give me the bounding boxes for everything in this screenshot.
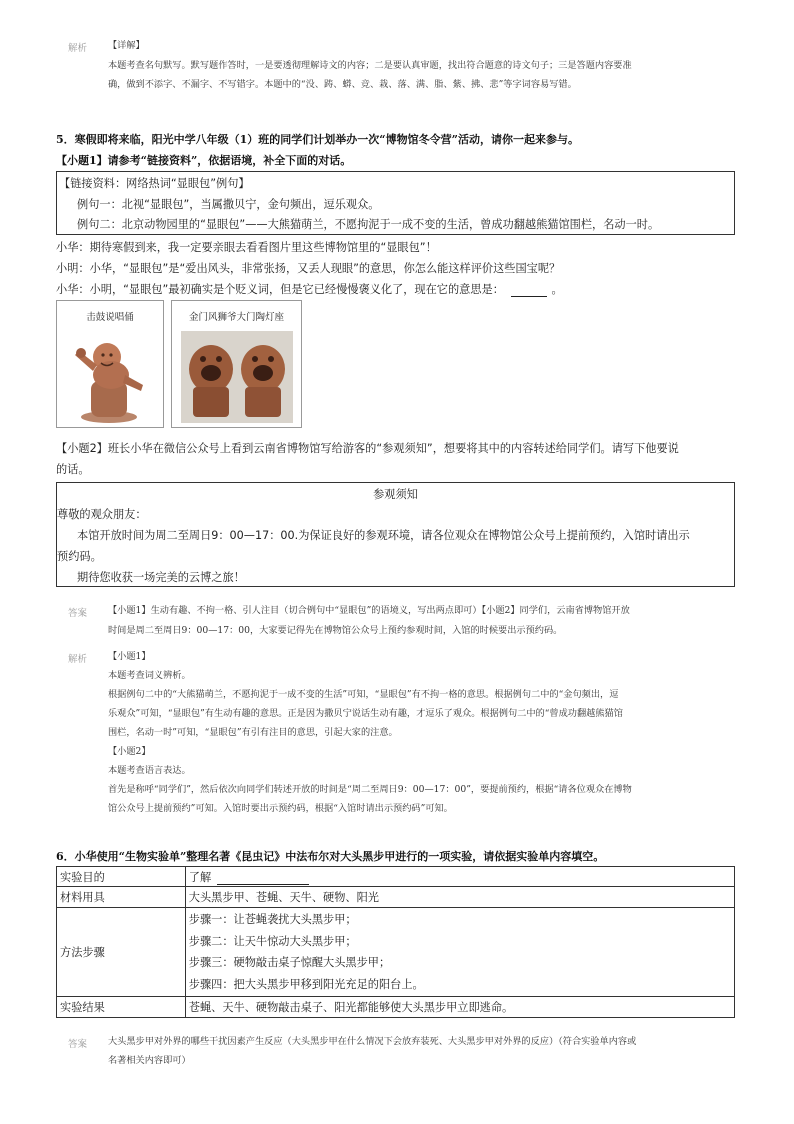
analysis-line: 馆公众号上提前预约”可知。入馆时要出示预约码，根据“入馆时请出示预约码”可知。	[108, 803, 453, 814]
analysis-line: 乐观众”可知，“显眼包”有生动有趣的意思。正是因为撒贝宁说话生动有趣，才逗乐了观众。根据例句二中的“曾成功翻越熊猫馆	[108, 708, 623, 719]
notice-greeting: 尊敬的观众朋友：	[57, 508, 147, 521]
purpose-prefix: 了解	[188, 870, 212, 884]
notice-title: 参观须知	[373, 488, 418, 501]
answer-line: 时间是周二至周日9：00—17：00，大家要记得先在博物馆公众号上预约参观时间，入馆的时候要出示预约码。	[108, 625, 563, 636]
link-material-box	[56, 171, 735, 235]
table-value-steps	[185, 908, 734, 997]
analysis-line: 【小题1】	[108, 651, 151, 662]
notice-body-cont: 预约码。	[57, 550, 102, 563]
sub-question-2-title: 【小题2】班长小华在微信公众号上看到云南省博物馆写给游客的“参观须知”，想要将其中的内容转述给同学们。请写下他要说	[56, 442, 679, 455]
table-label-method: 方法步骤	[57, 908, 186, 997]
analysis-label: 解析	[68, 43, 88, 54]
answer-blank[interactable]	[511, 296, 547, 297]
step-item: 步骤四：把大头黑步甲移到阳光充足的阳台上。	[188, 977, 424, 991]
analysis-line: 本题考查词义辨析。	[108, 670, 191, 681]
step-item: 步骤一：让苍蝇袭扰大头黑步甲；	[188, 913, 357, 926]
answer-line: 大头黑步甲对外界的哪些干扰因素产生反应（大头黑步甲在什么情况下会放弃装死、大头黑步甲对外界的反应）（符合实验单内容或	[108, 1036, 637, 1047]
image-wind-lion-lamp-base	[171, 300, 302, 428]
example-sentence-1: 例句一：北视“显眼包”，当属撒贝宁，金句频出，逗乐观众。	[77, 198, 380, 211]
sub-question-2-title-cont: 的话。	[56, 463, 90, 476]
analysis-tag: 【详解】	[108, 40, 145, 51]
visitor-notice-box	[56, 482, 735, 587]
analysis-line: 本题考查名句默写。默写题作答时，一是要透彻理解诗文的内容；二是要认真审题，找出符合题意的诗文句子；三是答题内容要准	[108, 60, 632, 71]
notice-closing: 期待您收获一场完美的云博之旅！	[77, 571, 245, 584]
analysis-line: 【小题2】	[108, 746, 151, 757]
question-5-title: 5．寒假即将来临，阳光中学八年级（1）班的同学们计划举办一次“博物馆冬令营”活动，请你一起来参与。	[56, 133, 579, 146]
analysis-line: 确，做到不添字、不漏字、不写错字。本题中的“没、踌、蟒、竞、栽、落、满、脂、紫、拂、悲”等字词容易写错。	[108, 79, 577, 90]
answer-line: 【小题1】生动有趣、不拘一格、引人注目（切合例句中“显眼包”的语境义，写出两点即可）【小题2】同学们，云南省博物馆开放	[108, 605, 630, 616]
answer-label: 答案	[68, 608, 88, 619]
table-value-result: 苍蝇、天牛、硬物敲击桌子、阳光都能够使大头黑步甲立即逃命。	[185, 997, 734, 1018]
answer-label: 答案	[68, 1039, 88, 1050]
link-material-header: 【链接资料：网络热词“显眼包”例句】	[59, 177, 250, 190]
experiment-table	[56, 866, 735, 1018]
analysis-line: 围栏，名动一时”可知，“显眼包”有引有注目的意思，引起大家的注意。	[108, 727, 398, 738]
figurine-icon	[57, 325, 163, 425]
table-label-purpose: 实验目的	[57, 867, 186, 887]
notice-body: 本馆开放时间为周二至周日9：00—17：00.为保证良好的参观环境，请各位观众在博物馆公众号上提前预约，入馆时请出示	[77, 529, 690, 542]
dialog-end: 。	[551, 283, 563, 296]
analysis-line: 根据例句二中的“大熊猫萌兰，不愿拘泥于一成不变的生活”可知，“显眼包”有不拘一格的意思。根据例句二中的“金句频出，逗	[108, 689, 619, 700]
table-label-result: 实验结果	[57, 997, 186, 1018]
analysis-label: 解析	[68, 654, 88, 665]
step-item: 步骤三：硬物敲击桌子惊醒大头黑步甲；	[188, 956, 391, 969]
image-caption: 金门风狮爷大门陶灯座	[188, 312, 284, 323]
analysis-line: 本题考查语言表达。	[108, 765, 191, 776]
image-drum-storyteller-figurine	[56, 300, 164, 428]
dialog-line: 小明：小华，“显眼包”是“爱出风头，非常张扬，又丢人现眼”的意思，你怎么能这样评价这些国宝呢？	[56, 262, 561, 275]
analysis-line: 首先是称呼“同学们”，然后依次向同学们转述开放的时间是“周二至周日9：00—17：00”，要提前预约，根据“请各位观众在博物	[108, 784, 632, 795]
table-value-purpose	[185, 867, 734, 887]
table-value-materials: 大头黑步甲、苍蝇、天牛、硬物、阳光	[185, 887, 734, 908]
dialog-line: 小华：期待寒假到来，我一定要亲眼去看看图片里这些博物馆里的“显眼包”！	[56, 241, 437, 254]
table-label-materials: 材料用具	[57, 887, 186, 908]
example-sentence-2: 例句二：北京动物园里的“显眼包”——大熊猫萌兰，不愿拘泥于一成不变的生活，曾成功翻越熊猫馆围栏，名动一时。	[77, 218, 660, 231]
lion-statues-icon	[181, 331, 293, 423]
dialog-line-with-blank	[56, 281, 563, 297]
purpose-answer-blank[interactable]	[217, 884, 309, 885]
dialog-text: 小华：小明，“显眼包”最初确实是个贬义词，但是它已经慢慢褒义化了，现在它的意思是：	[56, 283, 504, 296]
sub-question-1-title: 【小题1】请参考“链接资料”，依据语境，补全下面的对话。	[56, 154, 352, 167]
image-caption: 击鼓说唱俑	[86, 312, 134, 323]
question-6-title: 6．小华使用“生物实验单”整理名著《昆虫记》中法布尔对大头黑步甲进行的一项实验，请依据实验单内容填空。	[56, 850, 605, 863]
step-item: 步骤二：让天牛惊动大头黑步甲；	[188, 934, 357, 948]
answer-line: 名著相关内容即可）	[108, 1055, 191, 1066]
